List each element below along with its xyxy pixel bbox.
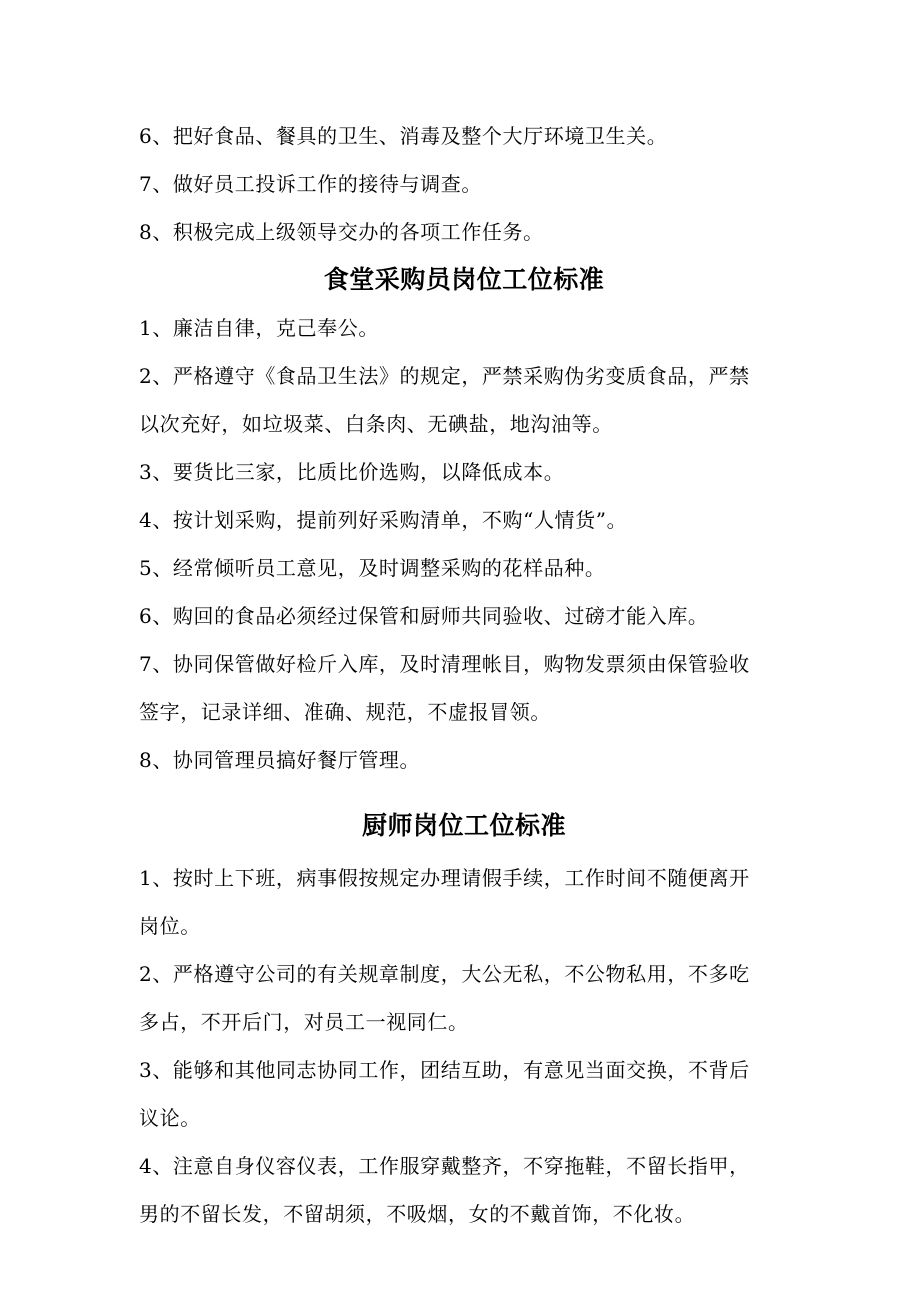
chef-line: 男的不留长发，不留胡须，不吸烟，女的不戴首饰，不化妆。 <box>139 1202 696 1226</box>
intro-item-6: 6、把好食品、餐具的卫生、消毒及整个大厅环境卫生关。 <box>139 124 668 148</box>
purchaser-line: 8、协同管理员搞好餐厅管理。 <box>139 748 421 772</box>
purchaser-line: 3、要货比三家，比质比价选购，以降低成本。 <box>139 460 565 484</box>
purchaser-line: 5、经常倾听员工意见，及时调整采购的花样品种。 <box>139 556 606 580</box>
purchaser-line: 7、协同保管做好检斤入库，及时清理帐目，购物发票须由保管验收 <box>139 652 750 676</box>
chef-line: 岗位。 <box>139 914 201 938</box>
intro-item-8: 8、积极完成上级领导交办的各项工作任务。 <box>139 220 544 244</box>
chef-standards-list <box>139 854 789 1238</box>
purchaser-standards-list <box>139 304 789 784</box>
purchaser-line: 6、购回的食品必须经过保管和厨师共同验收、过磅才能入库。 <box>139 604 709 628</box>
chef-line: 1、按时上下班，病事假按规定办理请假手续，工作时间不随便离开 <box>139 866 750 890</box>
intro-list <box>139 112 789 256</box>
purchaser-line: 签字，记录详细、准确、规范，不虚报冒领。 <box>139 700 551 724</box>
document-body <box>139 112 789 1238</box>
purchaser-line: 2、严格遵守《食品卫生法》的规定，严禁采购伪劣变质食品，严禁 <box>139 364 750 388</box>
chef-line: 议论。 <box>139 1106 201 1130</box>
chef-line: 4、注意自身仪容仪表，工作服穿戴整齐，不穿拖鞋，不留长指甲， <box>139 1154 750 1178</box>
section-title-chef: 厨师岗位工位标准 <box>361 811 566 840</box>
purchaser-line: 1、廉洁自律，克己奉公。 <box>139 316 379 340</box>
chef-line: 2、严格遵守公司的有关规章制度，大公无私，不公物私用，不多吃 <box>139 962 750 986</box>
purchaser-line: 以次充好，如垃圾菜、白条肉、无碘盐，地沟油等。 <box>139 412 613 436</box>
chef-line: 多占，不开后门，对员工一视同仁。 <box>139 1010 469 1034</box>
intro-item-7: 7、做好员工投诉工作的接待与调查。 <box>139 172 482 196</box>
purchaser-line: 4、按计划采购，提前列好采购清单，不购“人情货”。 <box>139 508 628 532</box>
chef-line: 3、能够和其他同志协同工作，团结互助，有意见当面交换，不背后 <box>139 1058 750 1082</box>
section-title-purchaser: 食堂采购员岗位工位标准 <box>323 265 605 294</box>
